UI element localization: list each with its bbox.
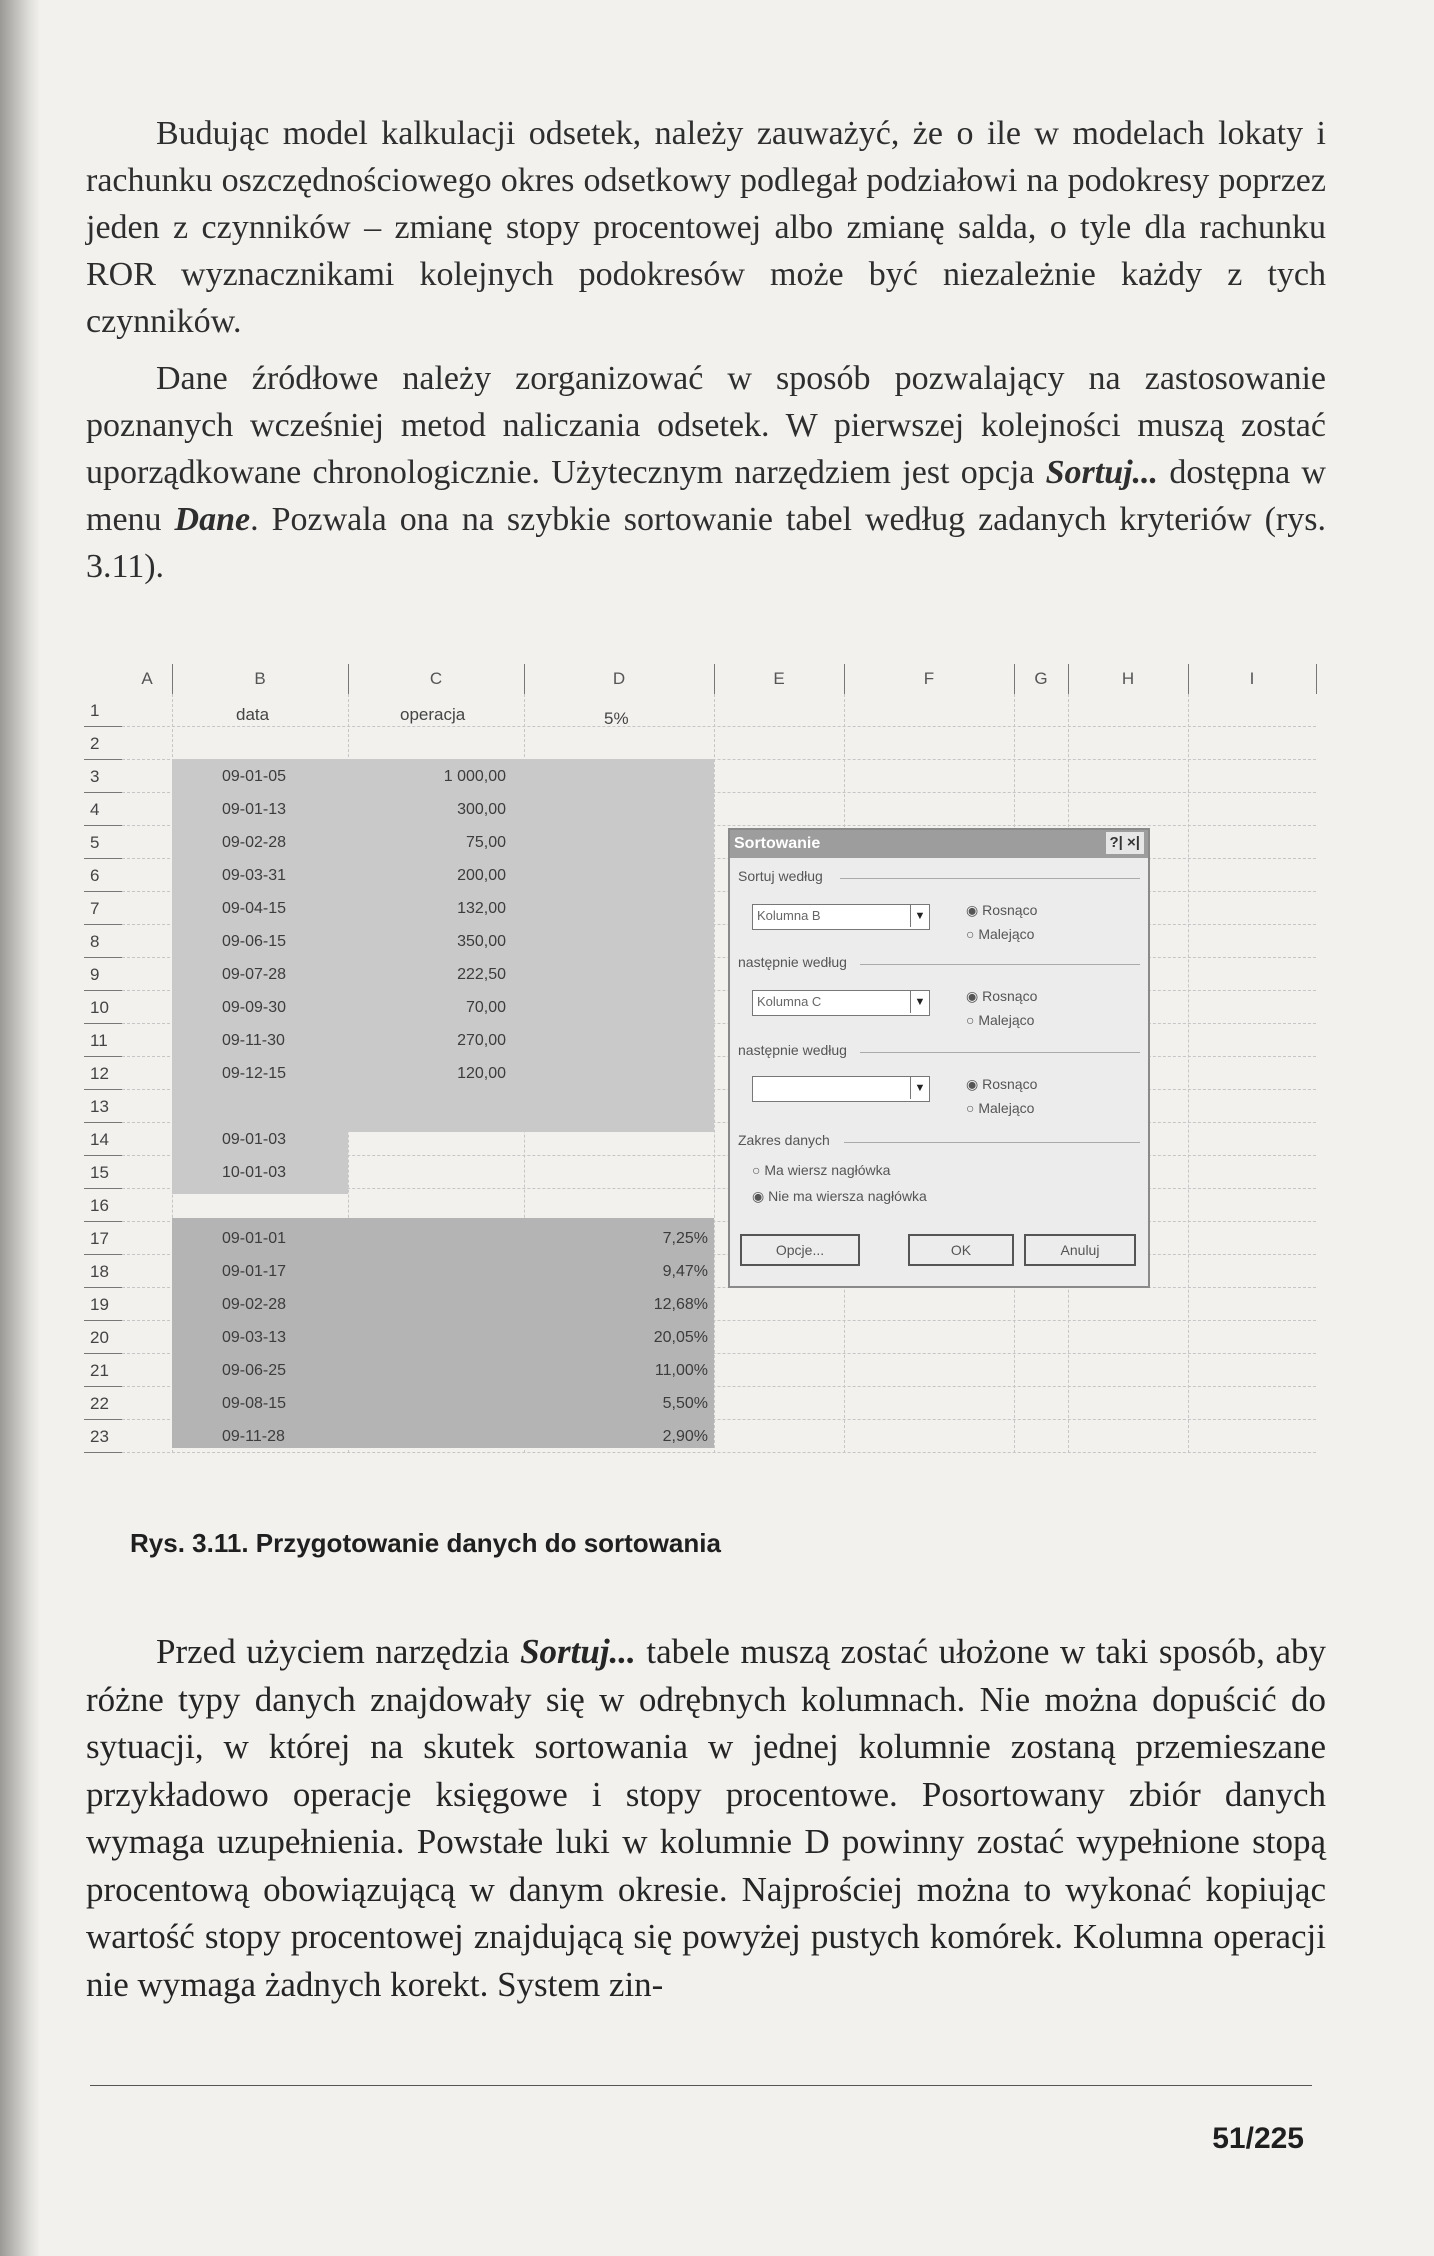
op-amount-cell: 200,00	[457, 867, 506, 884]
sort-key-1-value: Kolumna B	[757, 908, 821, 923]
row-gridline	[122, 1452, 1316, 1453]
row-header-20: 20	[84, 1321, 122, 1354]
row-header-19: 19	[84, 1288, 122, 1321]
options-button[interactable]: Opcje...	[740, 1234, 860, 1266]
chevron-down-icon[interactable]: ▼	[910, 905, 929, 927]
op-amount-cell: 350,00	[457, 933, 506, 950]
row-header-8: 8	[84, 925, 122, 958]
row-header-3: 3	[84, 760, 122, 793]
op-date-cell: 09-03-31	[222, 867, 287, 884]
rate-value-cell: 20,05%	[653, 1329, 708, 1346]
rate-date-cell: 09-03-13	[222, 1329, 287, 1346]
cancel-button[interactable]: Anuluj	[1024, 1234, 1136, 1266]
op-amount-cell: 1 000,00	[443, 768, 506, 785]
op-amount-cell: 132,00	[457, 900, 506, 917]
sort-key-1-desc[interactable]: ○ Malejąco	[966, 926, 1035, 942]
row-header-22: 22	[84, 1387, 122, 1420]
sort-dialog	[728, 828, 1150, 1288]
column-header-i: I	[1188, 664, 1317, 694]
column-gridline	[714, 694, 715, 1453]
range-label: Zakres danych	[738, 1132, 830, 1148]
period-date-cell: 10-01-03	[222, 1164, 287, 1181]
op-date-cell: 09-01-05	[222, 768, 287, 785]
op-date-cell: 09-12-15	[222, 1065, 287, 1082]
rate-value-cell: 5,50%	[662, 1395, 708, 1412]
row-header-14: 14	[84, 1123, 122, 1156]
column-header-c: C	[348, 664, 525, 694]
row-header-23: 23	[84, 1420, 122, 1453]
column-header-b: B	[172, 664, 349, 694]
rate-value-cell: 7,25%	[662, 1230, 708, 1247]
row-header-9: 9	[84, 958, 122, 991]
column-header-g: G	[1014, 664, 1069, 694]
rate-date-cell: 09-01-01	[222, 1230, 287, 1247]
sort-key-3-combo[interactable]	[752, 1076, 930, 1102]
help-close-buttons[interactable]: ?| ×|	[1106, 832, 1144, 854]
row-header-13: 13	[84, 1090, 122, 1123]
paragraph-2-text-a: Dane źródłowe należy zorganizować w sposób pozwalający na zastosowanie poznanych wcześniej metod naliczania odsetek. W pierwszej kolejności muszą zostać uporządkowane chronologicznie. Użytecznym narzędziem jest opcja	[86, 360, 1326, 491]
rate-value-cell: 11,00%	[654, 1362, 708, 1379]
separator	[860, 964, 1140, 965]
paragraph-2-text-b: dostępna w menu	[86, 454, 1326, 538]
sort-key-2-combo[interactable]	[752, 990, 930, 1016]
op-amount-cell: 222,50	[457, 966, 506, 983]
desc-label: Malejąco	[978, 1100, 1035, 1116]
row-header-7: 7	[84, 892, 122, 925]
paragraph-1-text: Budując model kalkulacji odsetek, należy zauważyć, że o ile w modelach lokaty i rachunku oszczędnościowego okres odsetkowy podlegał podziałowi na podokresy poprzez jeden z czynników – zmianę stopy procentowej albo zmianę salda, o tyle dla rachunku ROR wyznacznikami kolejnych podokresów może być niezależnie każdy z tych czynników.	[86, 115, 1326, 340]
chevron-down-icon[interactable]: ▼	[910, 1077, 929, 1099]
spreadsheet-figure	[84, 664, 1316, 1462]
row-header-11: 11	[84, 1024, 122, 1057]
paragraph-2	[86, 355, 1326, 590]
row-header-4: 4	[84, 793, 122, 826]
rate-date-cell: 09-11-28	[222, 1428, 285, 1445]
rate-value-cell: 9,47%	[662, 1263, 708, 1280]
paragraph-3	[86, 1628, 1326, 2008]
column-header-h: H	[1068, 664, 1189, 694]
separator	[860, 1052, 1140, 1053]
figure-caption: Rys. 3.11. Przygotowanie danych do sortowania	[130, 1528, 721, 1558]
row-gridline	[122, 726, 1316, 727]
paragraph-3-text-b: tabele muszą zostać ułożone w taki sposób, aby różne typy danych znajdowały się w odrębnych kolumnach. Nie można dopuścić do sytuacji, w której na skutek sortowania w jednej kolumnie zostaną przemieszane przykładowo operacje księgowe i stopy procentowe. Posortowany zbiór danych wymaga uzupełnienia. Powstałe luki w kolumnie D powinny zostać wypełnione stopą procentową obowiązującą w danym okresie. Najprościej można to wykonać kopiując wartość stopy procentowej znajdującą się powyżej pustych komórek. Kolumna operacji nie wymaga żadnych korekt. System zin-	[86, 1632, 1326, 2004]
op-date-cell: 09-06-15	[222, 933, 287, 950]
header-data: data	[236, 705, 270, 724]
column-header-f: F	[844, 664, 1015, 694]
rate-date-cell: 09-02-28	[222, 1296, 287, 1313]
asc-label: Rosnąco	[982, 1076, 1038, 1092]
sort-key-3-desc[interactable]: ○ Malejąco	[966, 1100, 1035, 1116]
paragraph-2-text-c: . Pozwala ona na szybkie sortowanie tabel według zadanych kryteriów (rys. 3.11).	[86, 501, 1326, 585]
paragraph-1	[86, 110, 1326, 345]
row-header-17: 17	[84, 1222, 122, 1255]
has-header-label: Ma wiersz nagłówka	[764, 1162, 891, 1178]
rate-value-cell: 12,68%	[653, 1296, 708, 1313]
row-header-21: 21	[84, 1354, 122, 1387]
separator	[844, 1142, 1140, 1143]
rate-value-cell: 2,90%	[662, 1428, 708, 1445]
row-header-15: 15	[84, 1156, 122, 1189]
page-number: 51/225	[1212, 2122, 1304, 2155]
header-rate: 5%	[604, 709, 629, 728]
rate-date-cell: 09-08-15	[222, 1395, 287, 1412]
op-amount-cell: 120,00	[457, 1065, 506, 1082]
op-date-cell: 09-11-30	[222, 1032, 285, 1049]
op-amount-cell: 70,00	[465, 999, 506, 1016]
page-edge-shadow	[0, 0, 40, 2256]
has-header-radio[interactable]: ○ Ma wiersz nagłówka	[752, 1162, 891, 1178]
chevron-down-icon[interactable]: ▼	[910, 991, 929, 1013]
sort-key-1-asc[interactable]: ◉ Rosnąco	[966, 902, 1038, 918]
column-header-a: A	[122, 664, 173, 694]
then-by-2-label: następnie według	[738, 1042, 847, 1058]
op-amount-cell: 75,00	[465, 834, 506, 851]
rate-date-cell: 09-01-17	[222, 1263, 287, 1280]
row-header-5: 5	[84, 826, 122, 859]
op-amount-cell: 270,00	[457, 1032, 506, 1049]
sortuj-term: Sortuj...	[520, 1632, 636, 1671]
then-by-1-label: następnie według	[738, 954, 847, 970]
op-date-cell: 09-04-15	[222, 900, 287, 917]
paragraph-3-text-a: Przed użyciem narzędzia	[156, 1632, 521, 1671]
op-date-cell: 09-07-28	[222, 966, 287, 983]
dialog-titlebar	[730, 830, 1148, 858]
op-date-cell: 09-09-30	[222, 999, 287, 1016]
op-date-cell: 09-01-13	[222, 801, 287, 818]
row-header-2: 2	[84, 727, 122, 760]
row-header-10: 10	[84, 991, 122, 1024]
column-gridline	[1188, 694, 1189, 1453]
row-header-12: 12	[84, 1057, 122, 1090]
row-header-18: 18	[84, 1255, 122, 1288]
sort-key-3-asc[interactable]: ◉ Rosnąco	[966, 1076, 1038, 1092]
dialog-title: Sortowanie	[734, 835, 821, 852]
header-operacja: operacja	[400, 705, 466, 724]
ok-button[interactable]: OK	[908, 1234, 1014, 1266]
row-header-1: 1	[84, 694, 122, 727]
op-amount-cell: 300,00	[457, 801, 506, 818]
sort-key-1-combo[interactable]	[752, 904, 930, 930]
no-header-label: Nie ma wiersza nagłówka	[768, 1188, 927, 1204]
asc-label: Rosnąco	[982, 902, 1038, 918]
row-header-16: 16	[84, 1189, 122, 1222]
dane-term: Dane	[174, 501, 251, 538]
desc-label: Malejąco	[978, 1012, 1035, 1028]
sort-key-2-desc[interactable]: ○ Malejąco	[966, 1012, 1035, 1028]
sort-by-label: Sortuj według	[738, 868, 823, 884]
footer-rule	[90, 2085, 1312, 2086]
sort-key-2-asc[interactable]: ◉ Rosnąco	[966, 988, 1038, 1004]
column-header-d: D	[524, 664, 715, 694]
period-date-cell: 09-01-03	[222, 1131, 287, 1148]
sortuj-term: Sortuj...	[1045, 454, 1159, 491]
desc-label: Malejąco	[978, 926, 1035, 942]
row-header-6: 6	[84, 859, 122, 892]
rate-date-cell: 09-06-25	[222, 1362, 287, 1379]
asc-label: Rosnąco	[982, 988, 1038, 1004]
op-date-cell: 09-02-28	[222, 834, 287, 851]
column-header-e: E	[714, 664, 845, 694]
separator	[840, 878, 1140, 879]
sort-key-2-value: Kolumna C	[757, 994, 822, 1009]
no-header-radio[interactable]: ◉ Nie ma wiersza nagłówka	[752, 1188, 927, 1204]
